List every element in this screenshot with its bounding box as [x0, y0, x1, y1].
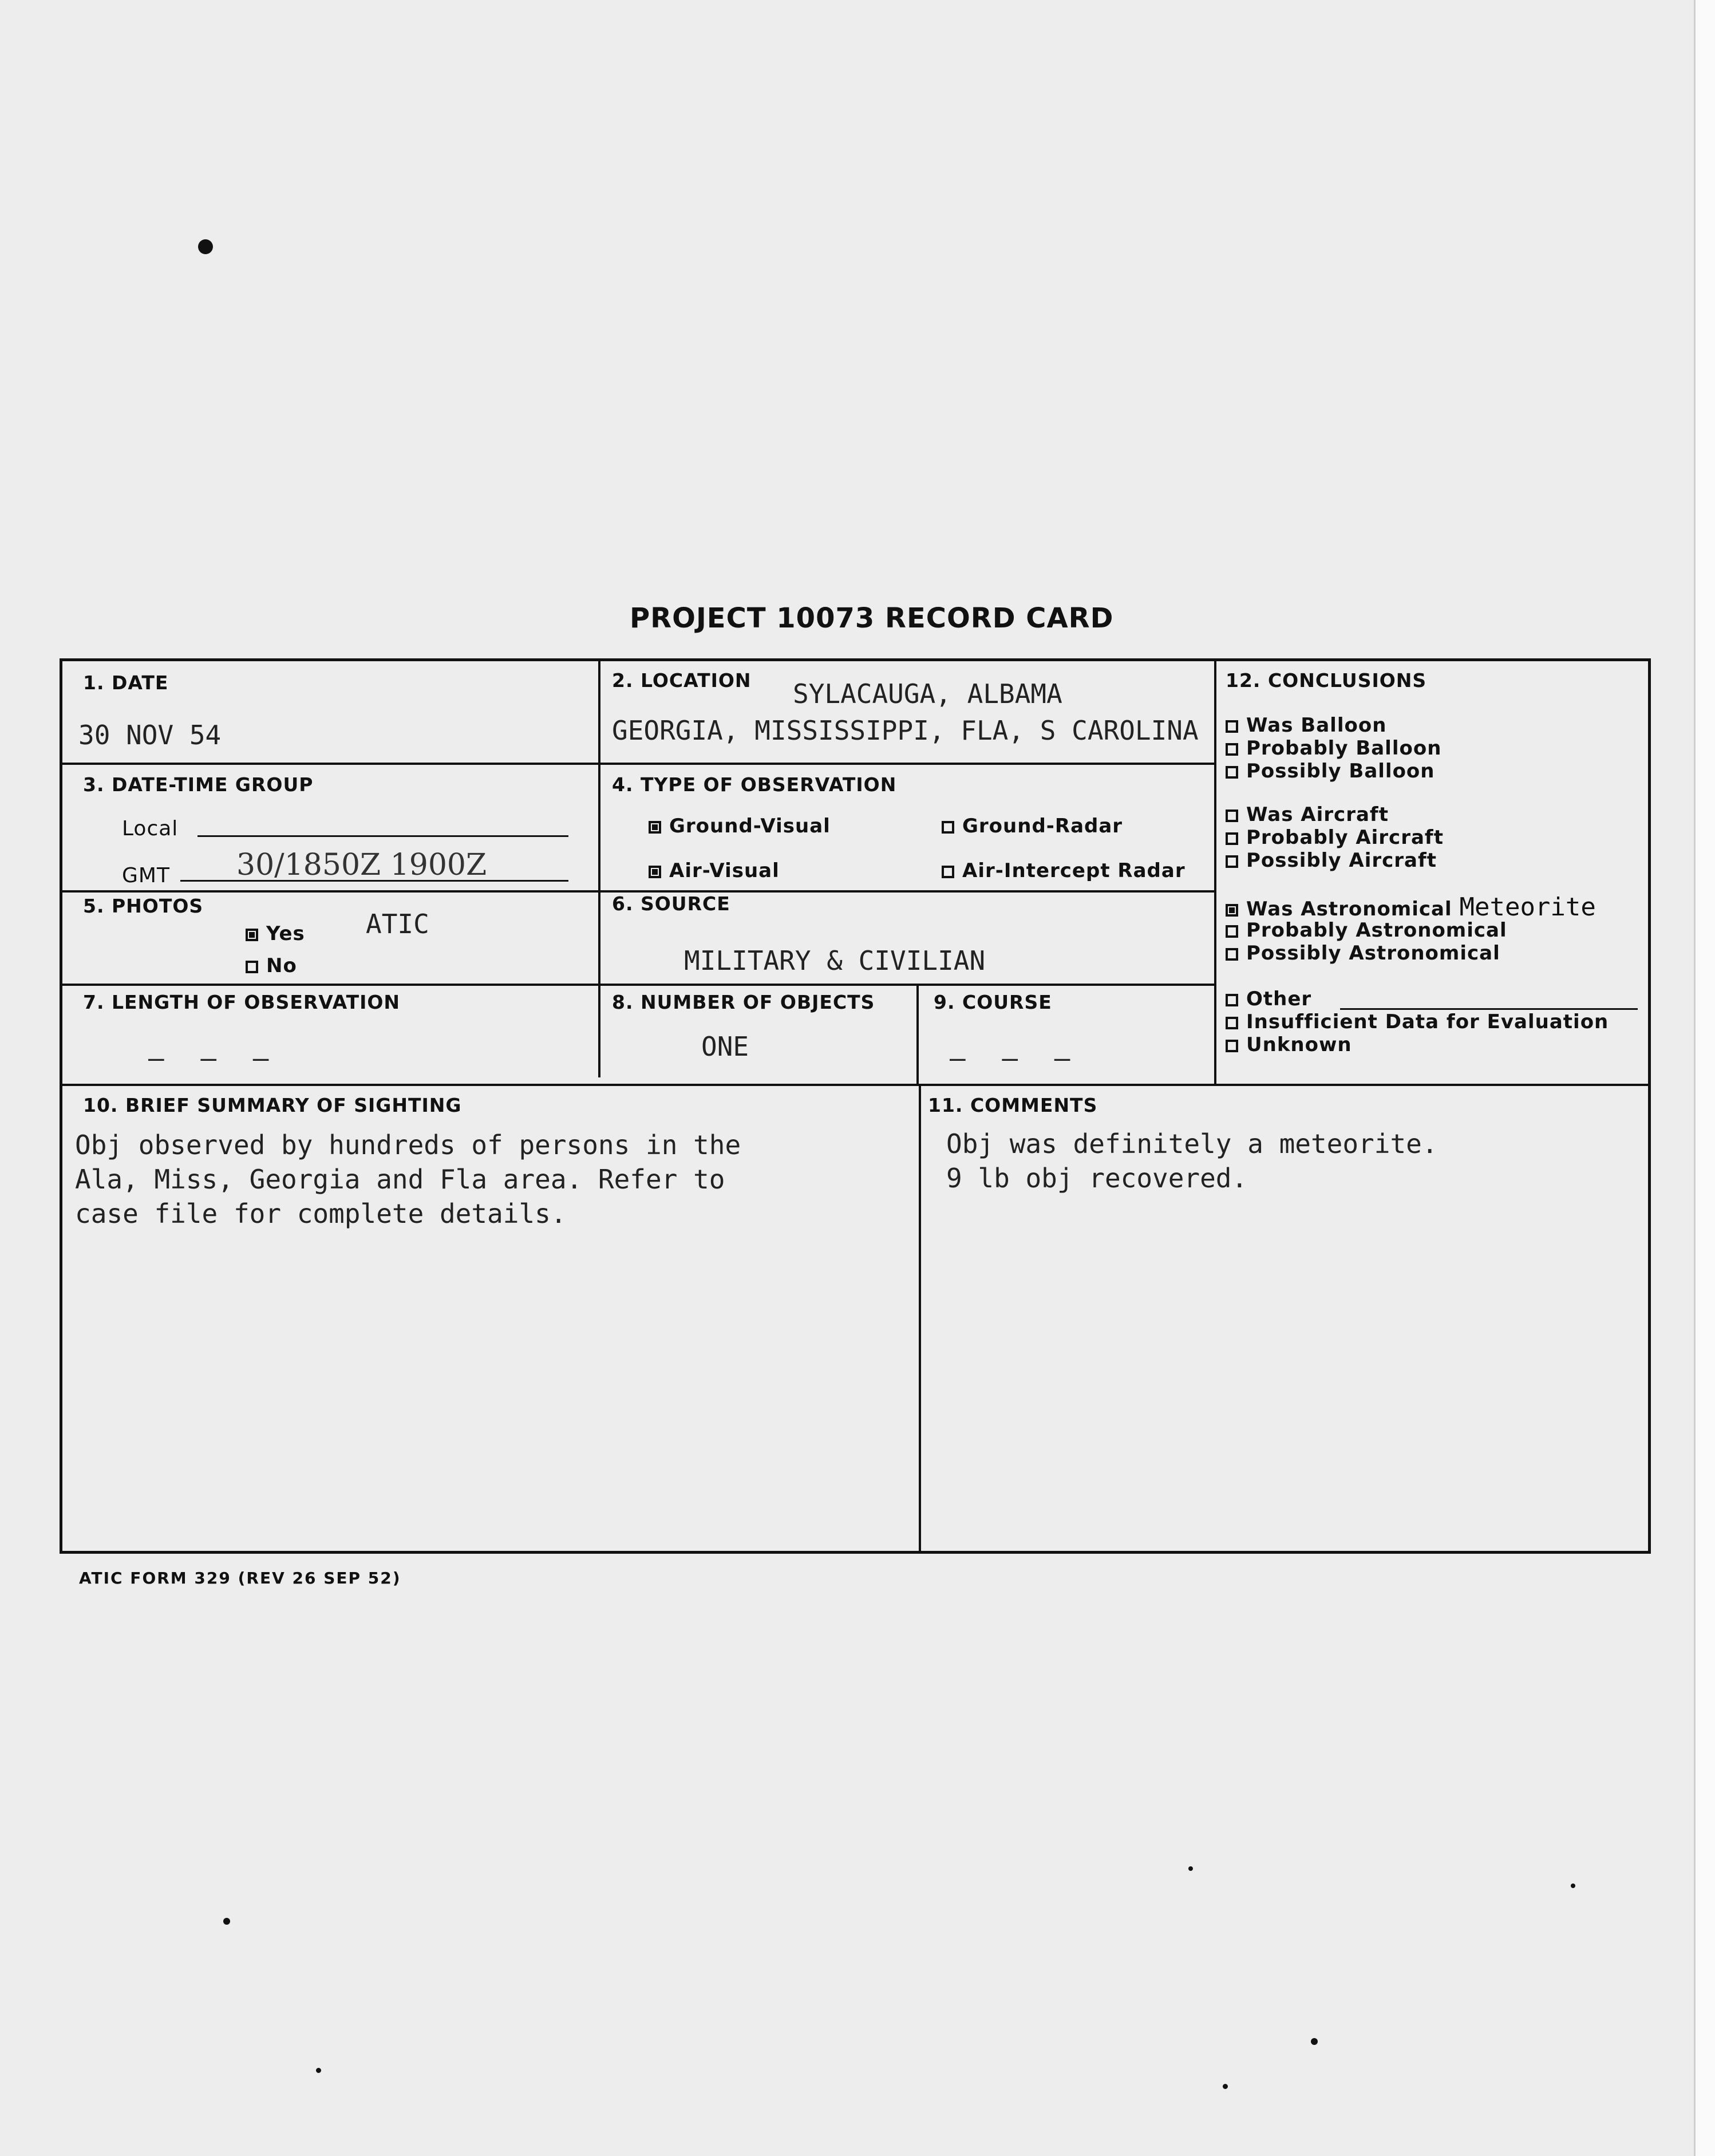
observation-type-label: 4. TYPE OF OBSERVATION [612, 773, 897, 796]
divider [598, 661, 600, 1077]
dtg-label: 3. DATE-TIME GROUP [83, 773, 314, 796]
obs-air-intercept-radar[interactable] [942, 859, 1186, 882]
conclusion-item[interactable] [1226, 714, 1386, 737]
conclusion-label: Was Astronomical [1246, 898, 1452, 921]
divider [62, 763, 1214, 765]
scan-speck [223, 1918, 230, 1925]
checkbox-icon [1226, 925, 1238, 938]
conclusion-label: Possibly Balloon [1246, 760, 1435, 783]
conclusion-label: Unknown [1246, 1033, 1352, 1056]
checkbox-icon [246, 961, 258, 973]
scan-speck [1311, 2038, 1318, 2045]
dtg-local-line [197, 835, 568, 837]
conclusions-label: 12. CONCLUSIONS [1226, 669, 1427, 692]
conclusion-label: Was Balloon [1246, 714, 1387, 737]
summary-line: Ala, Miss, Georgia and Fla area. Refer to [75, 1164, 725, 1195]
conclusion-label: Probably Astronomical [1246, 919, 1507, 942]
scan-speck [1223, 2084, 1228, 2089]
divider [62, 1084, 1651, 1086]
photos-no-label: No [266, 954, 297, 977]
conclusion-label: Probably Aircraft [1246, 826, 1444, 849]
checkbox-icon [1226, 1017, 1238, 1029]
conclusion-label: Was Aircraft [1246, 803, 1389, 826]
checkbox-icon [1226, 810, 1238, 822]
conclusion-label: Other [1246, 988, 1312, 1010]
obs-ground-radar[interactable] [942, 815, 1123, 838]
scan-speck [198, 239, 213, 254]
conclusion-item-other[interactable] [1226, 988, 1311, 1010]
checkbox-icon [1226, 832, 1238, 845]
divider [916, 984, 919, 1084]
conclusion-item-was-astronomical[interactable] [1226, 893, 1596, 922]
comments-line: Obj was definitely a meteorite. [946, 1128, 1438, 1159]
scan-speck [1188, 1866, 1193, 1871]
checkbox-checked-icon [649, 821, 661, 834]
conclusion-label: Possibly Astronomical [1246, 942, 1500, 965]
summary-line: case file for complete details. [75, 1198, 567, 1229]
record-card [60, 658, 1651, 1554]
conclusion-label: Probably Balloon [1246, 737, 1442, 760]
photos-note: ATIC [366, 909, 429, 939]
comments-label: 11. COMMENTS [928, 1094, 1098, 1116]
location-line2: GEORGIA, MISSISSIPPI, FLA, S CAROLINA [612, 715, 1199, 746]
checkbox-icon [1226, 1040, 1238, 1052]
conclusion-item[interactable] [1226, 1010, 1609, 1033]
dtg-gmt-label: GMT [122, 864, 170, 887]
checkbox-icon [1226, 766, 1238, 779]
conclusion-item[interactable] [1226, 803, 1389, 826]
date-label: 1. DATE [83, 672, 169, 694]
source-label: 6. SOURCE [612, 893, 730, 915]
page-edge [1694, 0, 1715, 2156]
photos-yes[interactable] [246, 922, 305, 945]
card-title: PROJECT 10073 RECORD CARD [630, 602, 1114, 634]
conclusion-note: Meteorite [1459, 893, 1596, 922]
conclusion-item[interactable] [1226, 919, 1507, 942]
length-label: 7. LENGTH OF OBSERVATION [83, 991, 401, 1013]
comments-line: 9 lb obj recovered. [946, 1163, 1248, 1194]
divider [1214, 661, 1216, 1084]
course-label: 9. COURSE [934, 991, 1052, 1013]
dtg-gmt-value: 30/1850Z 1900Z [236, 848, 487, 882]
conclusion-item[interactable] [1226, 942, 1500, 965]
checkbox-checked-icon [246, 929, 258, 941]
conclusion-label: Possibly Aircraft [1246, 849, 1437, 872]
checkbox-checked-icon [649, 866, 661, 878]
photos-yes-label: Yes [266, 922, 305, 945]
checkbox-icon [942, 866, 954, 878]
summary-line: Obj observed by hundreds of persons in the [75, 1130, 741, 1160]
source-value: MILITARY & CIVILIAN [684, 945, 986, 976]
location-label: 2. LOCATION [612, 669, 752, 692]
checkbox-icon [1226, 994, 1238, 1006]
objects-value: ONE [701, 1031, 749, 1062]
photos-label: 5. PHOTOS [83, 895, 204, 917]
scan-speck [316, 2068, 321, 2073]
divider [919, 1086, 921, 1551]
checkbox-icon [1226, 743, 1238, 756]
conclusion-item[interactable] [1226, 760, 1435, 783]
obs-option-label: Ground-Visual [669, 815, 831, 838]
obs-ground-visual[interactable] [649, 815, 831, 838]
course-value: — — — [950, 1043, 1081, 1073]
location-line1: SYLACAUGA, ALBAMA [793, 678, 1062, 709]
obs-option-label: Ground-Radar [962, 815, 1123, 838]
objects-label: 8. NUMBER OF OBJECTS [612, 991, 875, 1013]
other-line [1340, 1008, 1638, 1010]
dtg-local-label: Local [122, 817, 179, 840]
checkbox-icon [1226, 855, 1238, 868]
length-value: — — — [148, 1043, 279, 1073]
conclusion-item[interactable] [1226, 1033, 1352, 1056]
obs-option-label: Air-Intercept Radar [962, 859, 1186, 882]
conclusion-item[interactable] [1226, 849, 1437, 872]
form-footer: ATIC FORM 329 (REV 26 SEP 52) [79, 1569, 401, 1588]
scan-speck [1571, 1883, 1575, 1888]
obs-option-label: Air-Visual [669, 859, 780, 882]
conclusion-item[interactable] [1226, 826, 1444, 849]
photos-no[interactable] [246, 954, 297, 977]
conclusion-label: Insufficient Data for Evaluation [1246, 1010, 1609, 1033]
checkbox-checked-icon [1226, 904, 1238, 917]
checkbox-icon [1226, 948, 1238, 961]
obs-air-visual[interactable] [649, 859, 780, 882]
date-value: 30 NOV 54 [78, 720, 222, 751]
checkbox-icon [1226, 720, 1238, 733]
summary-label: 10. BRIEF SUMMARY OF SIGHTING [83, 1094, 462, 1116]
checkbox-icon [942, 821, 954, 834]
conclusion-item[interactable] [1226, 737, 1441, 760]
divider [62, 984, 1214, 986]
